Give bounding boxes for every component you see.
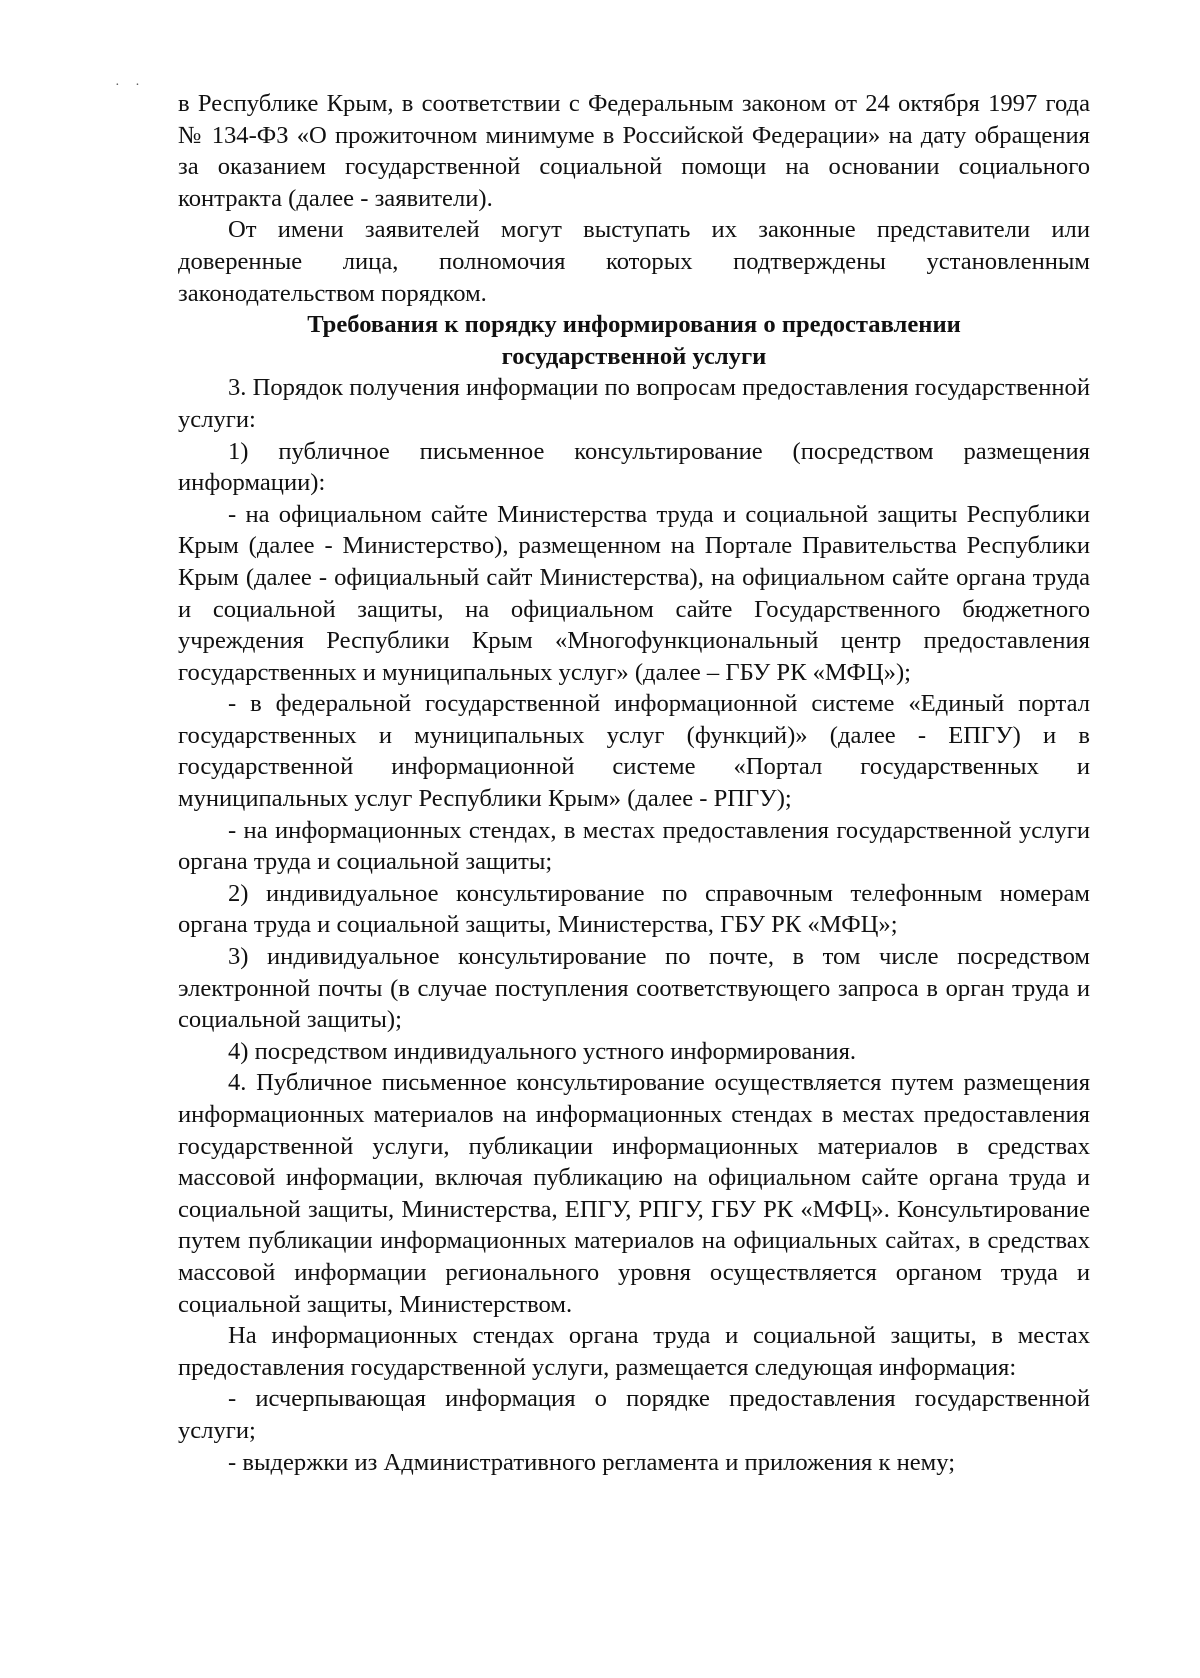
list-item-exhaustive-info: - исчерпывающая информация о порядке предоставления государственной услуги; bbox=[178, 1385, 1090, 1444]
paragraph-subitem-1: 1) публичное письменное консультирование (посредством размещения информации): bbox=[178, 437, 1090, 497]
paragraph-official-sites: - на официальном сайте Министерства труда и социальной защиты Республики Крым (далее - Министерство), размещенном на Портале Правительства Республики Крым (далее - официальный сайт Министерства), на официальном сайте органа труда и социальной защиты, на официальном сайте Государственного бюджетного учреждения Республики Крым «Многофункциональный центр предоставления государственных и муниципальных услуг» (далее – ГБУ РК «МФЦ»); bbox=[178, 500, 1090, 686]
paragraph-epgu-rpgu: - в федеральной государственной информационной системе «Единый портал государственных и муниципальных услуг (функций)» (далее - ЕПГУ) и в государственной информационной системе «Портал государственных и муниципальных услуг Республики Крым» (далее - РПГУ); bbox=[178, 690, 1090, 813]
paragraph-subitem-3: 3) индивидуальное консультирование по почте, в том числе посредством электронной почты (в случае поступления соответствующего запроса в орган труда и социальной защиты); bbox=[178, 943, 1090, 1034]
section-heading-informing-requirements: Требования к порядку информирования о предоставлении государственной услуги bbox=[307, 311, 961, 370]
scan-artifact: · · bbox=[115, 78, 146, 93]
paragraph-info-stands: - на информационных стендах, в местах предоставления государственной услуги органа труда и социальной защиты; bbox=[178, 816, 1090, 876]
paragraph-subitem-4: 4) посредством индивидуального устного информирования. bbox=[228, 1037, 857, 1065]
paragraph-item-3: 3. Порядок получения информации по вопросам предоставления государственной услуги: bbox=[178, 374, 1090, 433]
paragraph-applicants-definition: в Республике Крым, в соответствии с Федеральным законом от 24 октября 1997 года № 134-ФЗ «О прожиточном минимуме в Российской Федерации» на дату обращения за оказанием государственной социальной помощи на основании социального контракта (далее - заявители). bbox=[178, 90, 1090, 212]
paragraph-stands-information: На информационных стендах органа труда и социальной защиты, в местах предоставления государственной услуги, размещается следующая информация: bbox=[178, 1322, 1090, 1381]
paragraph-item-4: 4. Публичное письменное консультирование осуществляется путем размещения информационных материалов на информационных стендах в местах предоставления государственной услуги, публикации информационных материалов в средствах массовой информации, включая публикацию на официальном сайте органа труда и социальной защиты, Министерства, ЕПГУ, РПГУ, ГБУ РК «МФЦ». Консультирование путем публикации информационных материалов на официальных сайтах, в средствах массовой информации регионального уровня осуществляется органом труда и социальной защиты, Министерством. bbox=[178, 1069, 1090, 1318]
list-item-regulation-excerpts: - выдержки из Административного регламента и приложения к нему; bbox=[228, 1448, 956, 1476]
document-page bbox=[178, 88, 1090, 1478]
paragraph-subitem-2: 2) индивидуальное консультирование по справочным телефонным номерам органа труда и социальной защиты, Министерства, ГБУ РК «МФЦ»; bbox=[178, 879, 1090, 939]
paragraph-representatives: От имени заявителей могут выступать их законные представители или доверенные лица, полномочия которых подтверждены установленным законодательством порядком. bbox=[178, 216, 1090, 307]
